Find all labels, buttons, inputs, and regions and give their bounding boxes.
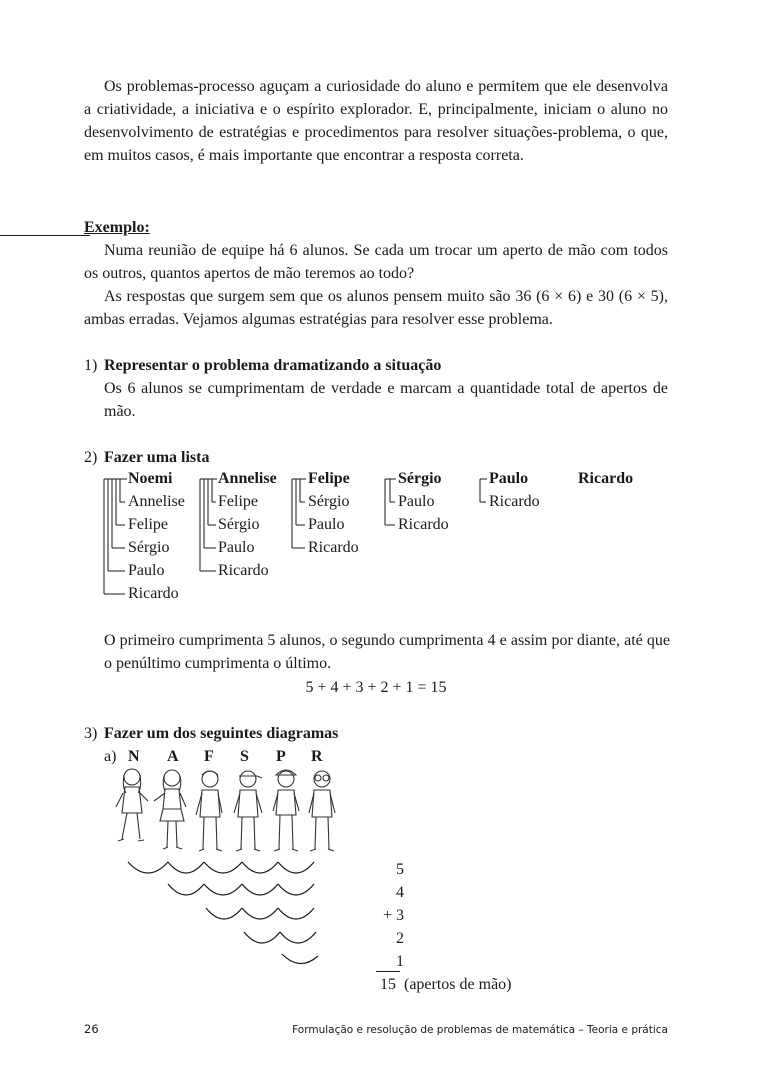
letter-a: A bbox=[167, 748, 179, 765]
sum-term: 5 bbox=[396, 861, 404, 878]
arcs-row-1 bbox=[282, 954, 318, 964]
strategy-3-number: 3) bbox=[84, 725, 98, 742]
list-item: Annelise bbox=[128, 493, 185, 510]
letter-n: N bbox=[128, 748, 140, 765]
list-head: Ricardo bbox=[578, 470, 634, 487]
list-item: Ricardo bbox=[398, 516, 449, 533]
handshake-arcs bbox=[110, 860, 360, 970]
child-figure-f bbox=[196, 771, 222, 851]
list-item: Ricardo bbox=[308, 539, 359, 556]
intro-text: Os problemas-processo aguçam a curiosidade do aluno e permitem que ele desenvolva a criatividade, a iniciativa e o espírito explorador. E, principalmente, iniciam o aluno no desenvolvimento de estratégias e procedimentos para resolver situações-problema, o que, em muitos casos, é mais importante que encontrar a resposta correta. bbox=[84, 78, 668, 164]
list-head: Annelise bbox=[218, 470, 277, 487]
list-item: Ricardo bbox=[128, 585, 179, 602]
strategy-2-number: 2) bbox=[84, 449, 98, 466]
equation-text: 5 + 4 + 3 + 2 + 1 = 15 bbox=[305, 679, 447, 696]
sum-term: 2 bbox=[396, 930, 404, 947]
strategy-2-title: Fazer uma lista bbox=[104, 449, 210, 466]
letter-r: R bbox=[311, 748, 323, 765]
sum-term: 3 bbox=[396, 907, 404, 924]
list-item: Sérgio bbox=[218, 516, 260, 533]
sum-rule bbox=[376, 971, 400, 972]
sum-term: 4 bbox=[396, 884, 404, 901]
bracket-felipe bbox=[292, 479, 306, 548]
bracket-noemi bbox=[104, 479, 127, 594]
arcs-row-5 bbox=[128, 862, 314, 873]
list-item: Felipe bbox=[218, 493, 258, 510]
child-figure-p bbox=[273, 770, 299, 851]
plus-sign: + bbox=[382, 907, 392, 924]
strategy-3-title: Fazer um dos seguintes diagramas bbox=[104, 725, 339, 742]
child-figure-s bbox=[234, 771, 262, 851]
total-value: 15 bbox=[380, 976, 396, 993]
letter-s: S bbox=[240, 748, 249, 765]
list-item: Paulo bbox=[218, 539, 255, 556]
list-head: Felipe bbox=[308, 470, 350, 487]
child-figure-n bbox=[116, 769, 148, 841]
list-item: Ricardo bbox=[489, 493, 540, 510]
equation bbox=[0, 676, 768, 699]
list-column-paulo bbox=[489, 467, 540, 513]
total-label: (apertos de mão) bbox=[404, 976, 512, 993]
arcs-row-4 bbox=[168, 884, 314, 895]
list-item: Ricardo bbox=[218, 562, 269, 579]
bracket-sergio bbox=[385, 479, 396, 525]
sum-term-with-plus bbox=[364, 904, 404, 927]
list-column-sergio bbox=[398, 467, 449, 536]
child-figure-a bbox=[154, 770, 186, 849]
bracket-annelise bbox=[200, 479, 217, 571]
sum-total bbox=[380, 973, 512, 996]
strategy-1-title: Representar o problema dramatizando a situação bbox=[104, 357, 442, 374]
strategy-2-explanation: O primeiro cumprimenta 5 alunos, o segundo cumprimenta 4 e assim por diante, até que o penúltimo cumprimenta o último. bbox=[104, 632, 670, 672]
bracket-paulo bbox=[480, 479, 487, 502]
list-head: Noemi bbox=[128, 470, 173, 487]
example-heading: Exemplo: bbox=[84, 219, 150, 236]
list-item: Paulo bbox=[398, 493, 435, 510]
diagram-a-label: a) bbox=[104, 748, 117, 765]
strategy-1-text: Os 6 alunos se cumprimentam de verdade e marcam a quantidade total de apertos de mão. bbox=[104, 380, 668, 420]
book-title: Formulação e resolução de problemas de matemática – Teoria e prática bbox=[292, 1024, 668, 1036]
students-illustration bbox=[110, 765, 350, 860]
list-item: Sérgio bbox=[308, 493, 350, 510]
list-head: Sérgio bbox=[398, 470, 442, 487]
list-column-noemi bbox=[128, 467, 185, 605]
example-text-1: Numa reunião de equipe há 6 alunos. Se cada um trocar um aperto de mão com todos os outros, quantos apertos de mão teremos ao todo? bbox=[84, 242, 668, 282]
page-number: 26 bbox=[84, 1022, 99, 1036]
list-item: Sérgio bbox=[128, 539, 170, 556]
letter-p: P bbox=[276, 748, 286, 765]
arcs-row-3 bbox=[206, 908, 314, 919]
list-item: Felipe bbox=[128, 516, 168, 533]
child-figure-r bbox=[309, 771, 335, 851]
vertical-sum bbox=[364, 858, 404, 973]
list-column-annelise bbox=[218, 467, 277, 582]
letter-f: F bbox=[204, 748, 214, 765]
list-item: Paulo bbox=[128, 562, 165, 579]
list-column-felipe bbox=[308, 467, 359, 559]
sum-term: 1 bbox=[396, 953, 404, 970]
list-item: Paulo bbox=[308, 516, 345, 533]
example-text-2: As respostas que surgem sem que os alunos pensem muito são 36 (6 × 6) e 30 (6 × 5), ambas erradas. Vejamos algumas estratégias para resolver esse problema. bbox=[84, 288, 668, 328]
strategy-1-number: 1) bbox=[84, 357, 98, 374]
list-column-ricardo bbox=[578, 467, 633, 490]
arcs-row-2 bbox=[244, 932, 316, 943]
list-head: Paulo bbox=[489, 470, 529, 487]
